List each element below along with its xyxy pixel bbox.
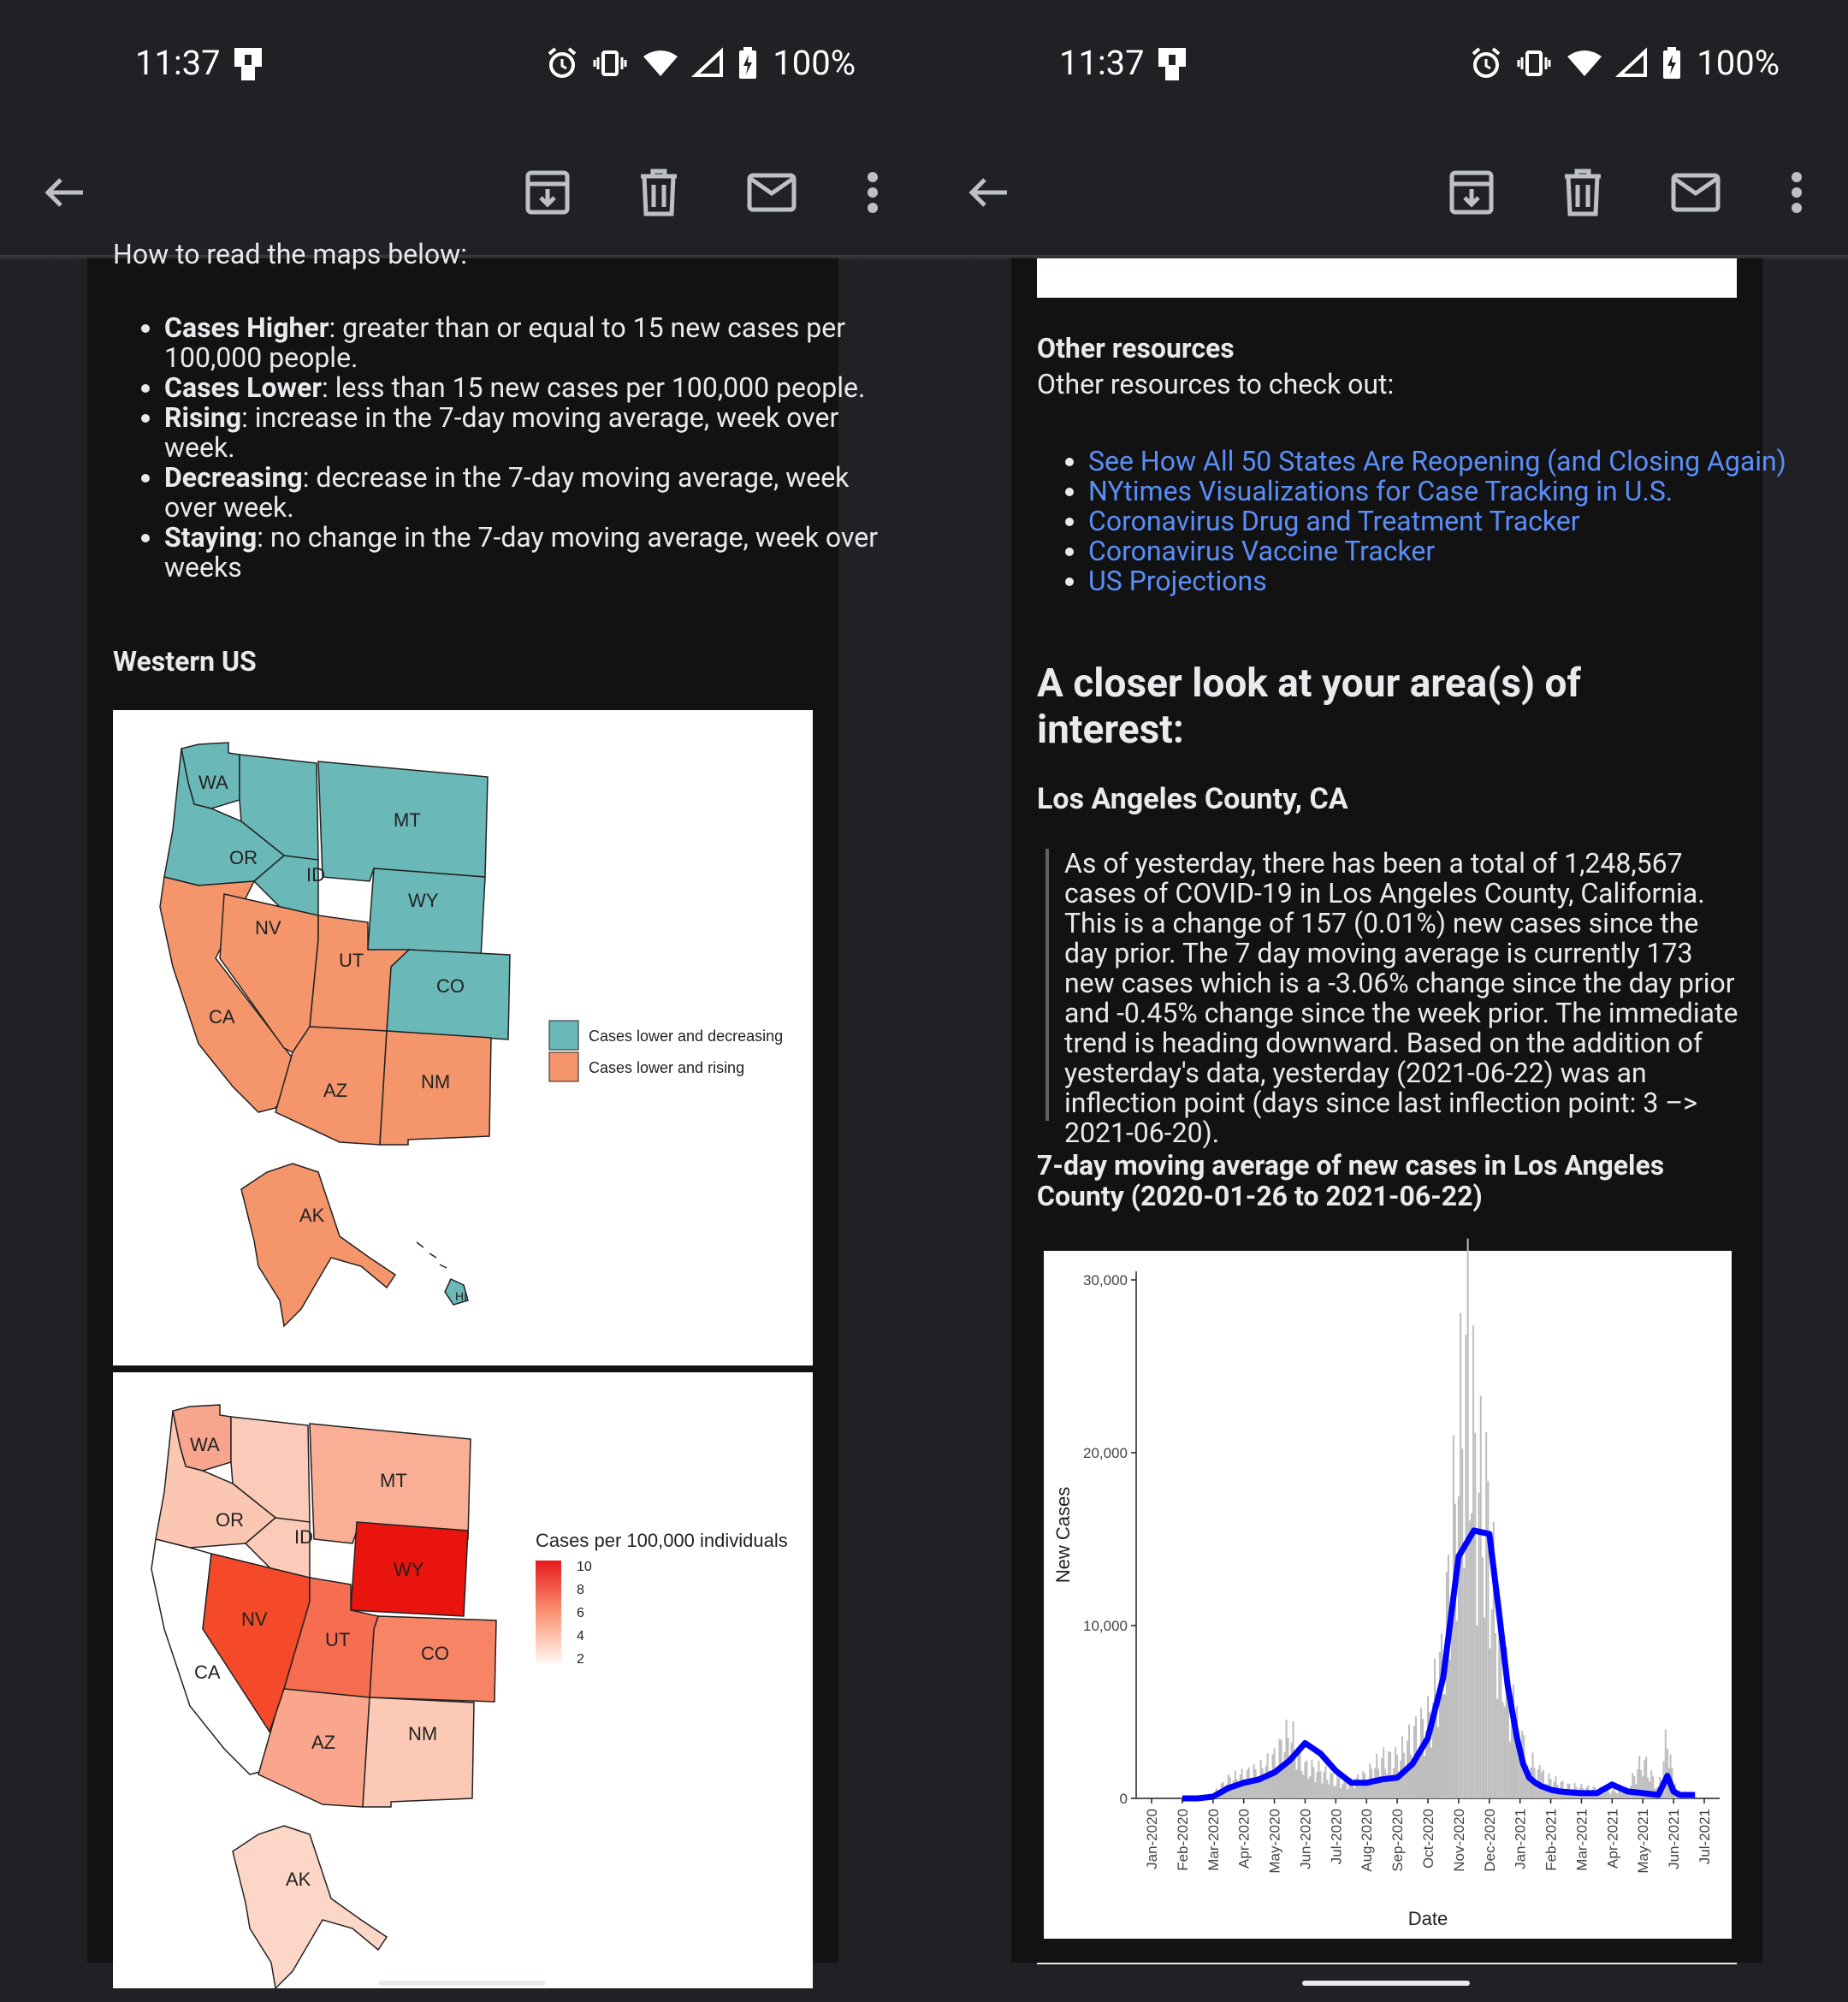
legend-colorbar [536, 1561, 561, 1663]
state-label-nv: NV [255, 917, 281, 939]
alarm-icon [547, 47, 578, 80]
legend-swatch-rising [549, 1052, 578, 1081]
state-ak [241, 1164, 395, 1326]
more-vert-icon [867, 172, 879, 213]
legend-tick-6: 6 [577, 1606, 584, 1620]
y-tick-label: 20,000 [1083, 1445, 1128, 1461]
signal-icon [1618, 50, 1647, 77]
state-label-id: ID [306, 864, 325, 886]
resource-item [1088, 447, 1798, 477]
gesture-nav-bar [924, 1963, 1848, 2002]
link-vaccine-tracker[interactable]: Coronavirus Vaccine Tracker [1088, 535, 1436, 567]
rate-map-svg [113, 1372, 813, 1988]
state-label-ak: AK [286, 1869, 311, 1890]
link-nytimes-visualizations[interactable]: NYtimes Visualizations for Case Tracking in U.S. [1088, 475, 1673, 507]
x-tick-label: Aug-2020 [1359, 1809, 1376, 1872]
vibrate-icon [1517, 50, 1551, 76]
delete-button[interactable] [1549, 128, 1617, 257]
mail-icon [747, 173, 797, 212]
delete-button[interactable] [625, 128, 693, 257]
back-button[interactable] [958, 128, 1018, 257]
legend-title: Cases per 100,000 individuals [536, 1530, 788, 1551]
archive-button[interactable] [1437, 128, 1506, 257]
wifi-icon [1567, 50, 1602, 77]
trend-map-legend [549, 1021, 783, 1081]
state-label-ut: UT [325, 1629, 351, 1650]
battery-percent: 100% [1697, 43, 1780, 83]
western-us-trend-map [113, 710, 813, 1365]
x-tick-label: Mar-2020 [1205, 1809, 1222, 1871]
western-us-rate-map [113, 1372, 813, 1988]
state-label-wy: WY [394, 1559, 424, 1580]
state-label-mt: MT [380, 1470, 407, 1491]
mail-icon [1671, 173, 1721, 212]
legend-tick-8: 8 [577, 1583, 584, 1597]
battery-percent: 100% [773, 43, 856, 83]
state-label-ak: AK [299, 1205, 325, 1226]
status-bar [924, 0, 1848, 128]
state-label-nv: NV [241, 1608, 268, 1630]
wifi-icon [643, 50, 678, 77]
archive-button[interactable] [513, 128, 582, 257]
state-label-ca: CA [194, 1661, 221, 1683]
x-tick-label: Jan-2020 [1144, 1809, 1160, 1869]
rate-map-legend [536, 1530, 788, 1667]
legend-tick-10: 10 [577, 1560, 592, 1574]
sim-card-icon [233, 46, 264, 84]
mark-unread-button[interactable] [1661, 128, 1730, 257]
right-screen [924, 0, 1848, 2002]
x-tick-label: Nov-2020 [1450, 1809, 1467, 1872]
y-tick-label: 30,000 [1083, 1272, 1128, 1288]
state-label-co: CO [421, 1643, 449, 1664]
resource-item [1088, 506, 1798, 536]
state-label-ut: UT [339, 950, 364, 971]
state-label-or: OR [216, 1509, 244, 1531]
home-handle[interactable] [1302, 1981, 1470, 1986]
state-label-mt: MT [394, 809, 421, 831]
x-tick-label: May-2021 [1635, 1809, 1652, 1874]
x-tick-label: Dec-2020 [1481, 1809, 1498, 1872]
state-label-wa: WA [190, 1434, 220, 1455]
x-tick-label: Feb-2021 [1543, 1809, 1560, 1871]
back-button[interactable] [34, 128, 94, 257]
x-tick-label: Jun-2021 [1666, 1809, 1683, 1869]
vibrate-icon [593, 50, 627, 76]
legend-item: • Staying: no change in the 7-day moving average, week over weeks [164, 523, 900, 583]
state-nm [363, 1697, 474, 1807]
state-label-nm: NM [408, 1723, 438, 1744]
state-label-hi: HI [455, 1289, 467, 1303]
x-tick-label: Feb-2020 [1174, 1809, 1191, 1871]
blockquote-bar [1045, 849, 1049, 1121]
x-tick-label: Oct-2020 [1420, 1809, 1436, 1869]
x-tick-label: Jan-2021 [1512, 1809, 1529, 1869]
legend-label-decreasing: Cases lower and decreasing [589, 1028, 784, 1045]
closer-look-heading: A closer look at your area(s) of interest: [1037, 660, 1581, 753]
battery-charging-icon [738, 47, 757, 80]
state-label-az: AZ [323, 1080, 348, 1101]
resource-item [1088, 536, 1798, 566]
resources-title: Other resources [1037, 332, 1235, 364]
resource-item [1088, 477, 1798, 506]
map-legend-list [87, 313, 900, 583]
resources-intro: Other resources to check out: [1037, 368, 1395, 400]
back-arrow-icon [44, 175, 85, 210]
signal-icon [694, 50, 723, 77]
x-tick-label: Apr-2021 [1604, 1809, 1621, 1869]
legend-item: • Decreasing: decrease in the 7-day moving average, week over week. [164, 463, 900, 523]
x-tick-label: May-2020 [1266, 1809, 1283, 1874]
trash-icon [639, 169, 678, 216]
state-label-or: OR [229, 847, 258, 868]
x-tick-label: Mar-2021 [1573, 1809, 1590, 1871]
app-bar [924, 128, 1848, 257]
legend-item: • Cases Higher: greater than or equal to 15 new cases per 100,000 people. [164, 313, 900, 373]
legend-swatch-decreasing [549, 1021, 578, 1050]
y-axis-title: New Cases [1052, 1486, 1074, 1584]
x-tick-label: Jun-2020 [1297, 1809, 1314, 1869]
state-label-ca: CA [209, 1006, 235, 1028]
x-axis-title: Date [1407, 1908, 1448, 1929]
more-options-button[interactable] [856, 128, 890, 257]
back-arrow-icon [968, 175, 1009, 210]
y-tick-label: 10,000 [1083, 1618, 1128, 1634]
state-wy [368, 868, 485, 958]
email-body [87, 238, 879, 1963]
x-tick-label: Jul-2020 [1328, 1809, 1345, 1865]
legend-tick-2: 2 [577, 1652, 584, 1667]
county-title: Los Angeles County, CA [1037, 782, 1348, 816]
mark-unread-button[interactable] [737, 128, 806, 257]
trash-icon [1563, 169, 1602, 216]
email-body [1011, 258, 1786, 1963]
section-title-western-us: Western US [113, 645, 257, 678]
resource-item [1088, 566, 1798, 596]
y-tick-label: 0 [1119, 1791, 1128, 1807]
legend-label-rising: Cases lower and rising [589, 1059, 745, 1076]
legend-tick-4: 4 [577, 1629, 584, 1644]
hawaii-islands [417, 1242, 447, 1268]
previous-image-bottom [1037, 258, 1737, 298]
more-options-button[interactable] [1780, 128, 1814, 257]
state-label-co: CO [436, 975, 465, 997]
gesture-nav-bar [0, 1963, 924, 2002]
link-drug-tracker[interactable]: Coronavirus Drug and Treatment Tracker [1088, 505, 1580, 537]
battery-charging-icon [1662, 47, 1681, 80]
resources-list [1011, 447, 1798, 596]
link-us-projections[interactable]: US Projections [1088, 565, 1267, 597]
sim-card-icon [1157, 46, 1188, 84]
status-bar [0, 0, 924, 128]
x-tick-label: Jul-2021 [1697, 1809, 1713, 1865]
archive-icon [525, 170, 570, 215]
cases-chart-svg [1044, 1251, 1732, 1939]
cases-chart [1044, 1251, 1732, 1939]
state-label-nm: NM [421, 1071, 451, 1093]
state-label-az: AZ [311, 1732, 336, 1753]
state-label-wa: WA [198, 772, 228, 793]
x-tick-label: Apr-2020 [1235, 1809, 1253, 1869]
status-time: 11:37 [135, 43, 221, 83]
legend-item: • Cases Lower: less than 15 new cases per 100,000 people. [164, 373, 900, 403]
chart-title: 7-day moving average of new cases in Los Angeles County (2020-01-26 to 2021-06-22) [1037, 1149, 1665, 1212]
state-label-id: ID [294, 1526, 313, 1548]
legend-item: • Rising: increase in the 7-day moving average, week over week. [164, 403, 900, 463]
trend-map-svg [113, 710, 813, 1365]
link-states-reopening[interactable]: See How All 50 States Are Reopening (and Closing Again) [1088, 445, 1786, 477]
more-vert-icon [1791, 172, 1803, 213]
status-time: 11:37 [1059, 43, 1145, 83]
archive-icon [1449, 170, 1494, 215]
x-tick-label: Sep-2020 [1389, 1809, 1407, 1872]
county-summary: As of yesterday, there has been a total of 1,248,567 cases of COVID-19 in Los Angeles County, California. This is a change of 157 (0.01%) new cases since the day prior. The 7 day moving average is currently 173 new cases which is a -3.06% change since the day prior and -0.45% change since the week prior. The immediate trend is heading downward. Based on the addition of yesterday's data, yesterday (2021-06-22) was an inflection point (days since last inflection point: 3 –> 2021-06-20). [1064, 847, 1738, 1149]
home-handle[interactable] [378, 1981, 546, 1986]
state-label-wy: WY [408, 890, 439, 911]
alarm-icon [1471, 47, 1502, 80]
maps-intro: How to read the maps below: [113, 238, 467, 270]
